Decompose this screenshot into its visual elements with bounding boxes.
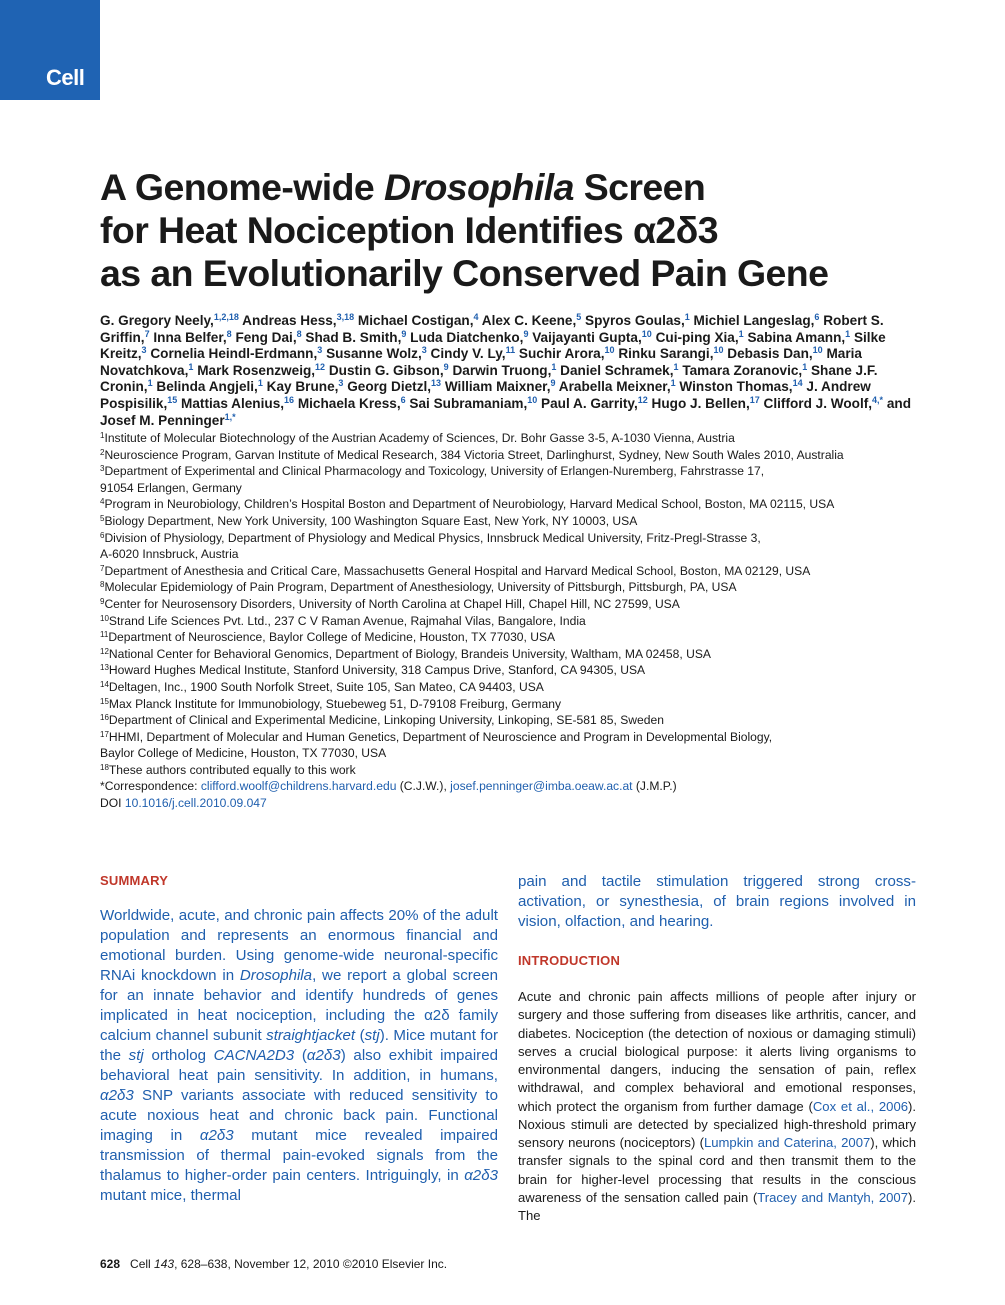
affiliation-item: $^{18}$These authors contributed equally to this work xyxy=(100,762,356,777)
affiliation-item: $^{10}$Strand Life Sciences Pvt. Ltd., 237 C V Raman Avenue, Rajmahal Vilas, Bangalore, India xyxy=(100,613,586,628)
author-affiliation-ref[interactable]: 7 xyxy=(144,328,150,339)
author: Michiel Langeslag,$^6$ xyxy=(693,312,820,328)
email-link-woolf[interactable]: clifford.woolf@childrens.harvard.edu xyxy=(200,779,397,794)
author: Mark Rosenzweig,$^{12}$ xyxy=(197,361,326,378)
author: Belinda Angjeli,$^1$ xyxy=(156,378,263,395)
affiliation-item: $^1$Institute of Molecular Biotechnology of the Austrian Academy of Sciences, Dr. Bohr Gasse 3-5, A-1030 Vienna, Austria xyxy=(100,431,735,445)
author-affiliation-ref[interactable]: 3 xyxy=(421,345,427,356)
affiliation-item: $^{17}$HHMI, Department of Molecular and Human Genetics, Department of Neuroscience and Program in Developmental Biology, xyxy=(100,729,773,744)
summary-text-continued: pain and tactile stimulation triggered strong cross-activation, or synesthesia, of brain regions involved in vision, olfaction, and hearing. xyxy=(518,873,916,930)
author-affiliation-ref[interactable]: 6 xyxy=(814,312,820,322)
affiliation-item: $^7$Department of Anesthesia and Critical Care, Massachusetts General Hospital and Harvard Medical School, Boston, MA 02129, USA xyxy=(100,563,811,578)
author-affiliation-ref[interactable]: 1 xyxy=(257,378,263,389)
author-affiliation-ref[interactable]: 12 xyxy=(637,394,648,405)
author: J. Andrew Pospisilik,$^{15}$ xyxy=(100,379,871,411)
author: Winston Thomas,$^{14}$ xyxy=(679,378,803,395)
author: Maria Novatchkova,$^1$ xyxy=(100,346,862,378)
author: Sai Subramaniam,$^{10}$ xyxy=(409,394,538,411)
affiliation-item: $^8$Molecular Epidemiology of Pain Program, Department of Anesthesiology, University of Pittsburgh, Pittsburgh, PA, USA xyxy=(100,580,737,595)
author: Robert S. Griffin,$^7$ xyxy=(100,313,884,345)
citation-link-lumpkin[interactable]: Lumpkin and Caterina, 2007 xyxy=(703,1135,871,1150)
affiliation-list xyxy=(100,430,930,778)
summary-heading: SUMMARY xyxy=(100,873,169,888)
author: Susanne Wolz,$^3$ xyxy=(326,345,427,362)
author-affiliation-ref[interactable]: 16 xyxy=(284,394,295,405)
affiliation-item: $^3$Department of Experimental and Clinical Pharmacology and Toxicology, University of Erlangen-Nuremberg, Fahrstrasse 17, xyxy=(100,464,765,479)
author-affiliation-ref[interactable]: 1 xyxy=(188,361,194,372)
author: and Josef M. Penninger$^{1,*}$ xyxy=(100,395,912,428)
author-affiliation-ref[interactable]: 1 xyxy=(845,328,851,339)
author-affiliation-ref[interactable]: 3 xyxy=(141,345,147,356)
author-affiliation-ref[interactable]: 9 xyxy=(401,328,407,339)
affiliation-item: $^{14}$Deltagen, Inc., 1900 South Norfolk Street, Suite 105, San Mateo, CA 94403, USA xyxy=(100,679,544,694)
author: Hugo J. Bellen,$^{17}$ xyxy=(651,394,760,411)
author-affiliation-ref[interactable]: 4,* xyxy=(872,394,884,405)
affiliation-item: A-6020 Innsbruck, Austria xyxy=(100,547,239,562)
author-list xyxy=(100,313,920,429)
affiliation-item: $^{12}$National Center for Behavioral Genomics, Department of Biology, Brandeis University, Waltham, MA 02458, USA xyxy=(100,646,711,661)
author: Georg Dietzl,$^{13}$ xyxy=(347,378,442,395)
author-affiliation-ref[interactable]: 10 xyxy=(527,394,538,405)
author: Shane J.F. Cronin,$^1$ xyxy=(100,362,878,395)
author-affiliation-ref[interactable]: 12 xyxy=(315,361,326,372)
author: Darwin Truong,$^1$ xyxy=(452,361,557,378)
author-affiliation-ref[interactable]: 15 xyxy=(167,394,178,405)
author: Andreas Hess,$^{3,18}$ xyxy=(242,312,355,328)
author: Feng Dai,$^8$ xyxy=(235,328,302,345)
author-affiliation-ref[interactable]: 6 xyxy=(400,394,406,405)
title-line-1: A Genome-wide Drosophila Screen xyxy=(100,166,706,208)
affiliation-item: 91054 Erlangen, Germany xyxy=(100,480,242,495)
author: Spyros Goulas,$^1$ xyxy=(585,312,690,328)
cell-journal-logo xyxy=(0,0,100,100)
affiliation-item: $^{11}$Department of Neuroscience, Baylor College of Medicine, Houston, TX 77030, USA xyxy=(100,630,556,645)
author: Cornelia Heindl-Erdmann,$^3$ xyxy=(150,345,323,362)
author: Sabina Amann,$^1$ xyxy=(747,328,851,345)
author-affiliation-ref[interactable]: 10 xyxy=(812,345,823,356)
author: Paul A. Garrity,$^{12}$ xyxy=(541,394,648,411)
author: Shad B. Smith,$^9$ xyxy=(305,328,407,345)
affiliation-item: $^4$Program in Neurobiology, Children’s Hospital Boston and Department of Neurobiology, Harvard Medical School, Boston, MA 02115, USA xyxy=(100,497,835,512)
affiliation-item: $^9$Center for Neurosensory Disorders, University of North Carolina at Chapel Hill, Chapel Hill, NC 27599, USA xyxy=(100,596,680,611)
correspondence: *Correspondence: clifford.woolf@childrens.harvard.edu (C.J.W.), josef.penninger@imba.oeaw.ac.at (J.M.P.) xyxy=(100,779,677,794)
author: Clifford J. Woolf,$^{4,*}$ xyxy=(763,394,884,411)
author: Alex C. Keene,$^5$ xyxy=(481,312,582,328)
author: Vaijayanti Gupta,$^{10}$ xyxy=(532,328,652,345)
author-affiliation-ref[interactable]: 9 xyxy=(550,378,556,389)
summary-text: Worldwide, acute, and chronic pain affects 20% of the adult population and represents an enormous financial and emotional burden. Using genome-wide neuronal-specific RNAi knockdown in Drosophila, we report a global screen for an innate behavior and identify hundreds of genes implicated in heat nociception, including the α2δ family calcium channel subunit straightjacket (stj). Mice mutant for the stj ortholog CACNA2D3 (α2δ3) also exhibit impaired behavioral heat pain sensitivity. In addition, in humans, α2δ3 SNP variants associate with reduced sensitivity to acute noxious heat and chronic back pain. Functional imaging in α2δ3 mutant mice revealed impaired transmission of thermal pain-evoked signals from the thalamus to higher-order pain centers. Intriguingly, in α2δ3 mutant mice, thermal xyxy=(100,907,498,1204)
author-affiliation-ref[interactable]: 13 xyxy=(431,378,442,389)
author: Michael Costigan,$^4$ xyxy=(357,312,479,328)
author: Suchir Arora,$^{10}$ xyxy=(518,345,615,362)
affiliation-item: $^{13}$Howard Hughes Medical Institute, Stanford University, 318 Campus Drive, Stanford, CA 94305, USA xyxy=(100,663,646,678)
author-affiliation-ref[interactable]: 8 xyxy=(296,328,302,339)
author: Cui-ping Xia,$^1$ xyxy=(655,328,744,345)
email-link-penninger[interactable]: josef.penninger@imba.oeaw.ac.at xyxy=(450,779,633,794)
author: Silke Kreitz,$^3$ xyxy=(100,329,886,362)
author: G. Gregory Neely,$^{1,2,18}$ xyxy=(100,312,239,328)
author: Dustin G. Gibson,$^9$ xyxy=(328,361,449,378)
introduction-text: Acute and chronic pain affects millions of people after injury or surgery and those suffering from diseases like arthritis, cancer, and diabetes. Nociception (the detection of noxious or damaging stimuli) serves a crucial biological purpose: it alerts living organisms to environmental dangers, inducing the sensation of pain, reflex withdrawal, and complex behavioral and emotional responses, which protect the organism from further damage (Cox et al., 2006). Noxious stimuli are detected by specialized high-threshold primary sensory neurons (nociceptors) (Lumpkin and Caterina, 2007), which transfer signals to the spinal cord and then transmit them to the brain for higher-level processing that results in the conscious awareness of the sensation called pain (Tracey and Mantyh, 2007). The xyxy=(518,989,917,1223)
article-title xyxy=(100,166,920,295)
author-affiliation-ref[interactable]: 1 xyxy=(147,378,153,389)
author-affiliation-ref[interactable]: 3 xyxy=(317,345,323,356)
page-number: 628 xyxy=(100,1257,121,1271)
author: Kay Brune,$^3$ xyxy=(266,378,344,395)
affiliation-item: $^{15}$Max Planck Institute for Immunobiology, Stuebeweg 51, D-79108 Freiburg, Germany xyxy=(100,696,562,711)
author-affiliation-ref[interactable]: 1,2,18 xyxy=(213,312,239,322)
title-line-2: for Heat Nociception Identifies α2δ3 xyxy=(100,209,719,251)
author: Rinku Sarangi,$^{10}$ xyxy=(618,345,724,362)
author: Daniel Schramek,$^1$ xyxy=(560,361,679,378)
author: William Maixner,$^9$ xyxy=(444,378,556,395)
citation-link-tracey[interactable]: Tracey and Mantyh, 2007 xyxy=(757,1189,908,1205)
author-affiliation-ref[interactable]: 3,18 xyxy=(336,312,355,322)
affiliation-item: $^2$Neuroscience Program, Garvan Institute of Medical Research, 384 Victoria Street, Darlinghurst, Sydney, New South Wales 2010, Australia xyxy=(100,447,844,462)
affiliation-item: Baylor College of Medicine, Houston, TX 77030, USA xyxy=(100,746,387,761)
author-affiliation-ref[interactable]: 14 xyxy=(792,378,803,389)
author-affiliation-ref[interactable]: 1,* xyxy=(224,411,236,422)
author: Cindy V. Ly,$^{11}$ xyxy=(430,345,516,362)
logo-text: Cell xyxy=(46,65,85,90)
citation-link-cox[interactable]: Cox et al., 2006 xyxy=(812,1098,909,1114)
author-affiliation-ref[interactable]: 10 xyxy=(604,345,615,356)
affiliation-item: $^{16}$Department of Clinical and Experimental Medicine, Linkoping University, Linkoping, SE-581 85, Sweden xyxy=(100,713,664,728)
author-affiliation-ref[interactable]: 8 xyxy=(226,328,232,339)
author: Luda Diatchenko,$^9$ xyxy=(410,328,529,345)
affiliation-item: $^6$Division of Physiology, Department of Physiology and Medical Physics, Innsbruck Medical University, Fritz-Pregl-Strasse 3, xyxy=(100,530,761,545)
title-line-3: as an Evolutionarily Conserved Pain Gene xyxy=(100,252,829,294)
author: Debasis Dan,$^{10}$ xyxy=(727,345,823,362)
author-affiliation-ref[interactable]: 3 xyxy=(338,378,344,389)
author: Inna Belfer,$^8$ xyxy=(153,328,232,345)
author-affiliation-ref[interactable]: 1 xyxy=(738,328,744,339)
author-affiliation-ref[interactable]: 9 xyxy=(523,328,529,339)
doi: DOI 10.1016/j.cell.2010.09.047 xyxy=(100,796,267,811)
author-affiliation-ref[interactable]: 17 xyxy=(749,394,760,405)
affiliations xyxy=(100,430,930,812)
affiliation-item: $^5$Biology Department, New York University, 100 Washington Square East, New York, NY 10003, USA xyxy=(100,513,638,528)
author-affiliation-ref[interactable]: 4 xyxy=(473,312,479,322)
author-affiliation-ref[interactable]: 1 xyxy=(551,361,557,372)
doi-link[interactable]: 10.1016/j.cell.2010.09.047 xyxy=(124,796,267,811)
author: Tamara Zoranovic,$^1$ xyxy=(682,361,808,378)
author-affiliation-ref[interactable]: 1 xyxy=(684,312,690,322)
author-affiliation-ref[interactable]: 5 xyxy=(576,312,582,322)
author-affiliation-ref[interactable]: 10 xyxy=(641,328,652,339)
author-affiliation-ref[interactable]: 1 xyxy=(670,378,676,389)
author-affiliation-ref[interactable]: 1 xyxy=(802,361,808,372)
author-affiliation-ref[interactable]: 11 xyxy=(505,345,516,356)
author: Michaela Kress,$^6$ xyxy=(297,394,406,411)
introduction-heading: INTRODUCTION xyxy=(518,953,621,968)
author: Mattias Alenius,$^{16}$ xyxy=(181,394,295,411)
author-affiliation-ref[interactable]: 9 xyxy=(443,361,449,372)
page-footer: 628 Cell 143, 628–638, November 12, 2010 ©2010 Elsevier Inc. xyxy=(100,1257,448,1271)
author-affiliation-ref[interactable]: 1 xyxy=(673,361,679,372)
author-affiliation-ref[interactable]: 10 xyxy=(713,345,724,356)
author: Arabella Meixner,$^1$ xyxy=(558,378,676,395)
